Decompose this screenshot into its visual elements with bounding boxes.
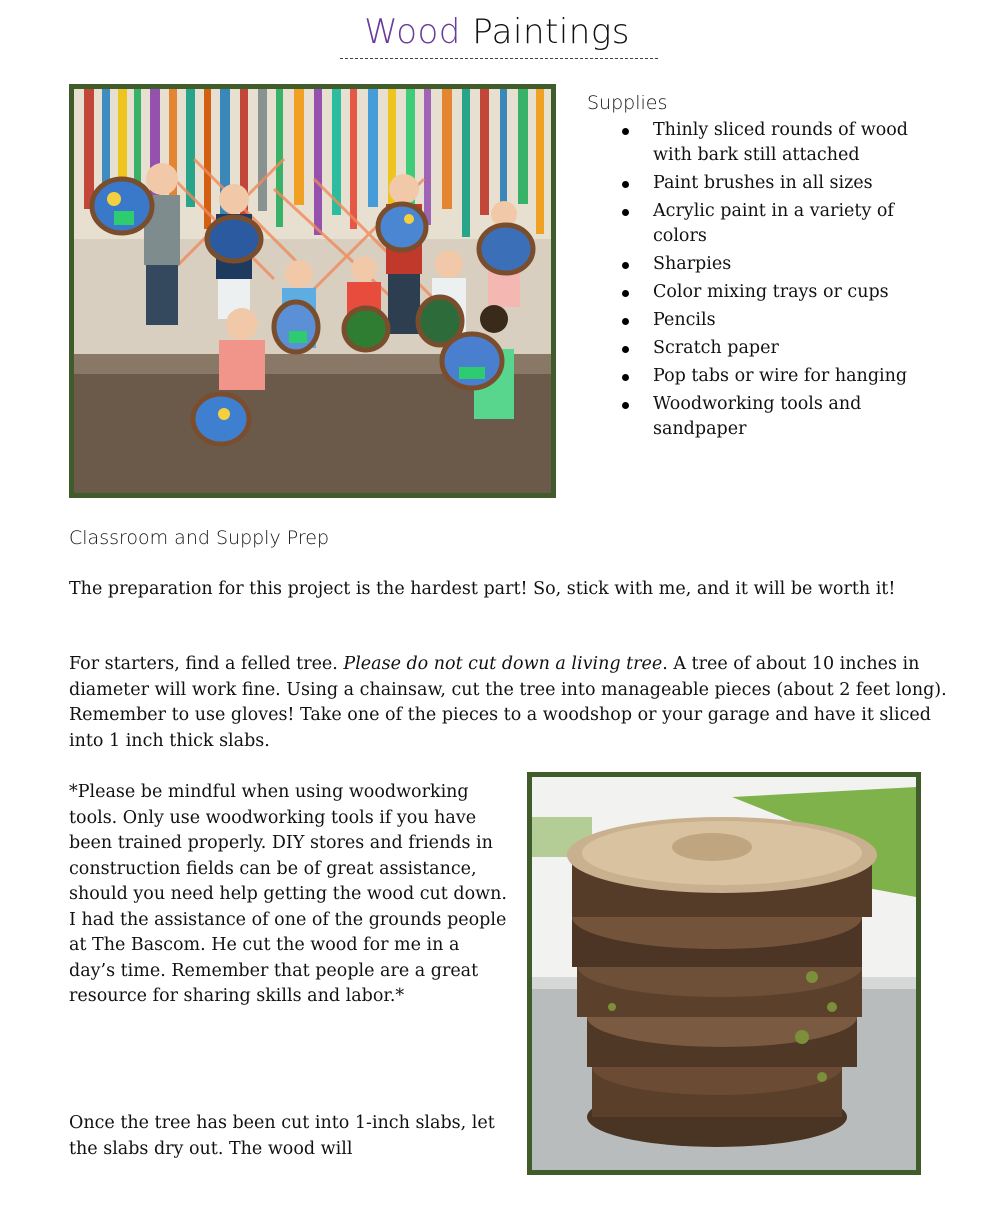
supply-item: Pencils: [653, 308, 947, 333]
prep-paragraph-1: The preparation for this project is the hardest part! So, stick with me, and it will be worth it!: [69, 579, 896, 599]
supply-item: Scratch paper: [653, 336, 947, 361]
supplies-section: [587, 92, 947, 445]
supply-item: Thinly sliced rounds of wood with bark still attached: [653, 118, 947, 168]
supply-item: Pop tabs or wire for hanging: [653, 364, 947, 389]
kids-photo-illustration: [74, 89, 551, 493]
prep-paragraph-4: Once the tree has been cut into 1-inch slabs, let the slabs dry out. The wood will: [69, 1113, 495, 1159]
supply-item: Sharpies: [653, 252, 947, 277]
title-accent-word: Wood: [364, 12, 461, 52]
safety-note-paragraph: *Please be mindful when using woodworking tools. Only use woodworking tools if you have been trained properly. DIY stores and friends in construction fields can be of great assistance, should you need help getting the wood cut down. I had the assistance of one of the grounds people at The Bascom. He cut the wood for me in a day’s time. Remember that people are a great resource for sharing skills and labor.*: [69, 782, 507, 1006]
kids-wood-paintings-photo: [69, 84, 556, 498]
supply-item: Acrylic paint in a variety of colors: [653, 199, 947, 249]
page-title: [0, 12, 984, 52]
prep-paragraph-2: [69, 652, 949, 754]
para2-italic-warning: Please do not cut down a living tree: [343, 654, 663, 674]
title-rest: Paintings: [472, 12, 630, 52]
supplies-heading: Supplies: [587, 92, 668, 114]
supplies-list: [587, 118, 947, 442]
para2-end: . A tree of about 10 inches in diameter will work fine. Using a chainsaw, cut the tree into manageable pieces (about 2 feet long). Remember to use gloves! Take one of the pieces to a woodshop or your garage and have it sliced into 1 inch thick slabs.: [69, 654, 947, 751]
title-dashed-rule: [340, 58, 658, 59]
supply-item: Paint brushes in all sizes: [653, 171, 947, 196]
wood-stack-illustration: [532, 777, 916, 1170]
prep-heading: Classroom and Supply Prep: [69, 527, 330, 549]
supply-item: Woodworking tools and sandpaper: [653, 392, 947, 442]
wood-slab-stack-photo: [527, 772, 921, 1175]
supply-item: Color mixing trays or cups: [653, 280, 947, 305]
para2-start: For starters, find a felled tree.: [69, 654, 344, 674]
